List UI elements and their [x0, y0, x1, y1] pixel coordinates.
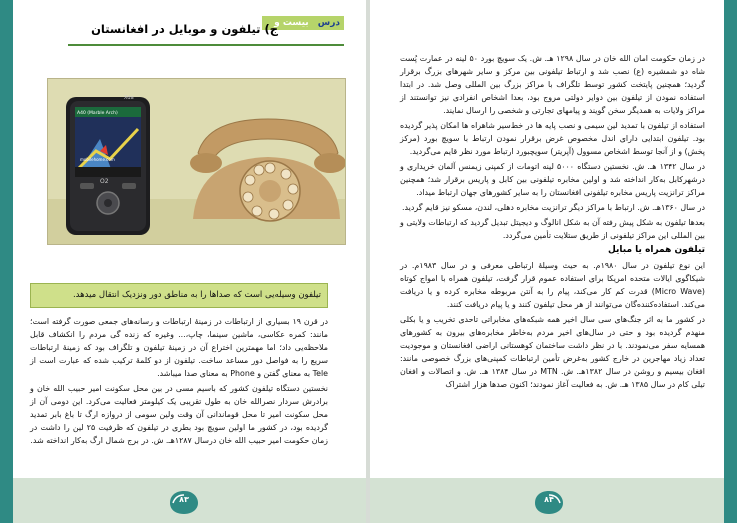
right-body-text [400, 52, 705, 393]
mobile-phone-icon [66, 95, 150, 235]
right-paragraph-2: استفاده از تیلفون با تمدید لین سیمی و نصب پایه ها در خط‌سیر شاهراه ها امکان پذیر گردیده بود. تیلفون ابتدایی دارای اندل مخصوص غرض برقرار نمودن ارتباط با سویچ بورد (مرکز پخش) و از آنجا توسط اشخاص مسوول (آپریتر) سویچبورد ارتباط مورد نظر قایم می‌گردید. [400, 121, 705, 156]
left-paragraph-1: در قرن ۱۹ بسیاری از ارتباطات در زمینهٔ ارتباطات و رسانه‌های جمعی صورت گرفته است؛ مانند: کمره عکاسی، ماشین سینما، چاپ،... وغیره که زنده گی مردم را انکشاف قابل ملاحظه‌یی داد؛ اما مهمترین اختراع آن در زمینهٔ تیلفون و تلگراف بود که زمینهٔ ارتباطات سریع را به فواصل دور مساعد ساخت. تیلفون از دو کلمهٔ ترکیب شده که عبارت است از Tele به معنای گفتن و Phone به معنای صدا میباشد. [30, 317, 328, 378]
image-caption: تیلفون وسیله‌یی است که صداها را به مناطق دور ونزدیک انتقال میدهد. [30, 283, 328, 308]
mobile-phone-subheading: تیلفون همراه یا مبایل [608, 245, 705, 255]
right-paragraph-5: بعدها تیلفون به شکل پیش رفته آن به شکل انالوگ و دیجیتل تبدیل گردید که ارتباطات ولایتی و بین المللی این مراکز تیلفونی از طریق ستلایت تأمین می‌گردد. [400, 218, 705, 240]
phone-brand-text: O2 [100, 178, 109, 185]
right-paragraph-3: در سال ۱۳۴۲ هـ. ش. نخستین دستگاه ۵۰۰۰ لینه اتومات از کمپنی زیمنس آلمان خریداری و درشهرکابل به‌کار انداخته شد و اولین مخابره تیلفونی بین کابل و پاریس برقرار شد؛ همچنین مراکز ترانزیت پاریس مخابره تیلفونی افغانستان را به سایر کشورهای جهان ارتباط میداد. [400, 162, 706, 197]
left-page-number [169, 489, 199, 515]
lesson-title: ج) تیلفون و موبایل در افغانستان [91, 22, 278, 36]
right-paragraph-6: این نوع تیلفون در سال ۱۹۸۰م. به حیث وسیلهٔ ارتباطی معرفی و در سال ۱۹۸۳م. در شیکاگوی ایالات متحده امریکا برای استفاده عموم قرار گرفت، تیلفون همراه با امواج کوتاه (Micro Wave) قدرت کم کار می‌کند، پیام را به آنتن مربوطه مخابره کرده و یا دریافت می‌کند. استفاده‌کننده‌گان می‌توانند از هر محل تیلفون کنند و یا پیام دریافت کنند. [400, 261, 706, 309]
lesson-header [68, 16, 344, 44]
lesson-number: بیست و دوم [274, 18, 340, 42]
right-side-bar [724, 0, 737, 523]
left-page-number-text: ۸۳ [179, 495, 189, 504]
right-paragraph-4: در سال ۱۳۶۰هـ. ش. ارتباط با مراکز دیگر ترانزیت مخابره دهلی، لندن، مسکو نیز قایم گردید. [401, 203, 705, 212]
screen-site-text: mobilehome.com [80, 157, 115, 162]
right-page [370, 0, 737, 523]
rotary-phone-icon [190, 119, 346, 221]
header-divider [68, 44, 344, 46]
right-paragraph-7: در کشور ما به اثر جنگ‌های سی سال اخیر همه شبکه‌های مخابراتی تا‌حدی تخریب و یا بکلی منهدم گردیده بود و حتی در سال‌های اخیر مردم به‌خاطر مخابره‌های بیرون به کشورهای همسایه سفر می‌نمودند. با در نظر داشت ساختمان کوهستانی اراضی افغانستان و موجودیت تعداد زیاد مهاجرین در خارج کشور به‌غرض تأمین ارتباطات کمپنی‌های بزرگ خصوصی مانند: افغان بیسیم و روشن در سال ۱۳۸۲هـ. ش. MTN در سال ۱۳۸۴ هـ. ش. و اتصالات و افغان تیلی کام در سال ۱۳۸۵ هـ. ش. به فعالیت آغاز نمودند؛ اکنون صدها هزار اشتراک [400, 315, 705, 389]
right-page-number-text: ۸۴ [544, 495, 554, 504]
phones-illustration [48, 79, 346, 245]
right-paragraph-1: در زمان حکومت امان الله خان در سال ۱۲۹۸ هـ. ش. یک سویچ بورد ۵۰ لینه در عمارت پُست شاه دو شمشیره (ع) نصب شد و ارتباط تیلفونی بین مرکز و سایر شهرهای بزرگ برقرار گردید؛ همچنین پایتخت کشور توسط تلگراف با مراکز بزرگ بین المللی وصل شد. در ابتدا استفاده نمودن از تیلفون بین دوایر دولتی مروج بود، بعدا اشخاص انفرادی نیز توانستند از مراکز ولایات به همدیگر سخن گویند و پیامهای تجارتی و شخصی را ارسال نمایند. [400, 54, 705, 115]
right-page-number [534, 489, 564, 515]
left-page [0, 0, 366, 523]
left-paragraph-2: نخستین دستگاه تیلفون کشور که باسیم مسی در بین محل سکونت امیر حبیب الله خان و برادرش سردار نصرالله خان به طول تقریبی یک کیلومتر فعالیت می‌کرد. این دومی آن از محل سکونت امیر تا محل قوماندانی آن وقت ولین سومی از دروازه ارگ تا باغ بابر تمدید گردیده بود، در کشور ما اولین سویچ بود بطری در تیلفون که ظرفیت ۲۵ لین را داشت در زمان حکومت امیر حبیب الله خان درسال ۱۲۸۷هـ. ش. در برج شمال ارگ به‌کار انداخته شد. [30, 384, 328, 445]
left-side-bar [0, 0, 13, 523]
phones-photo [47, 78, 346, 245]
phone-model-text: Xda [124, 95, 134, 101]
screen-road-text: A40 (Marble Arch) [77, 111, 118, 116]
lesson-label: درس [317, 18, 340, 28]
left-body-text [30, 315, 328, 449]
